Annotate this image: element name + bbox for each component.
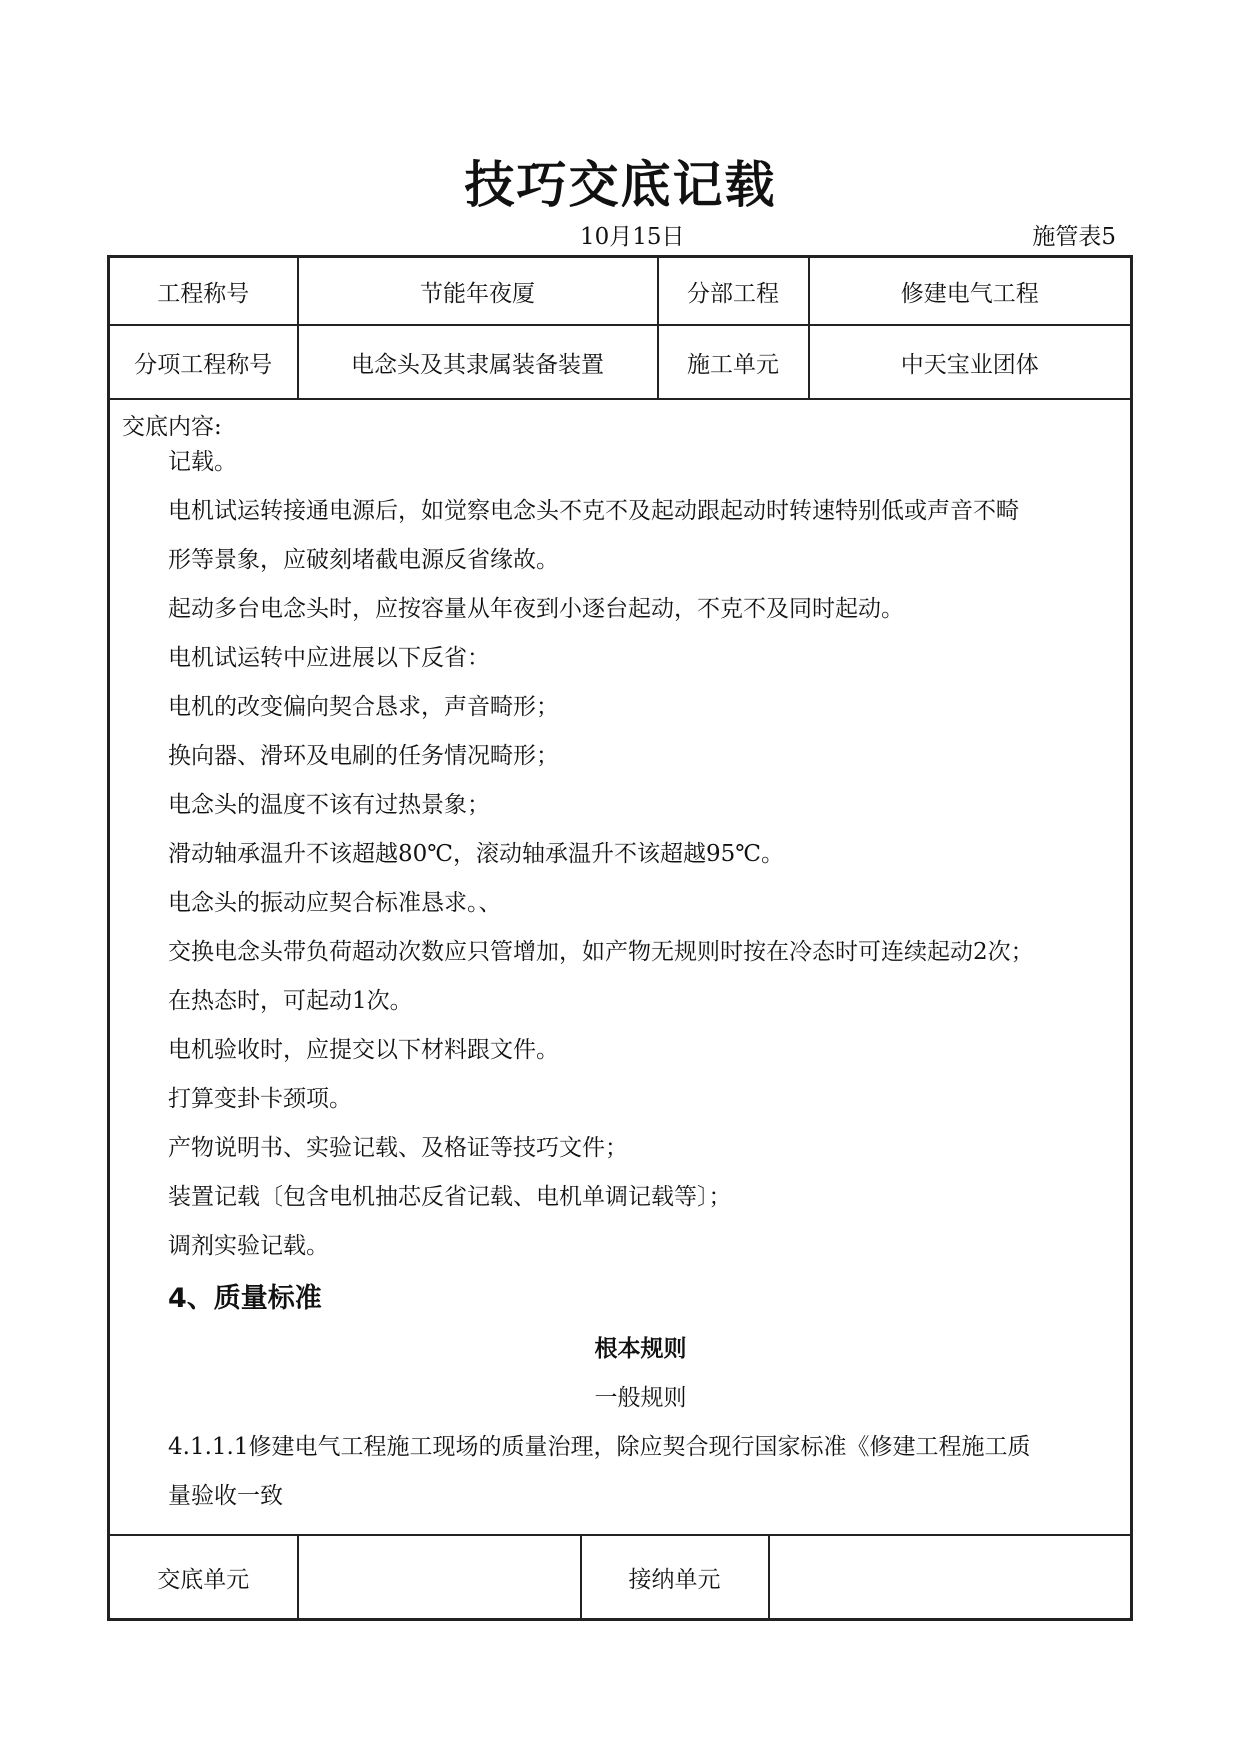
content-line: 在热态时，可起动1次。 — [168, 988, 413, 1014]
content-line: 记载。 — [168, 449, 237, 475]
content-line: 电机验收时，应提交以下材料跟文件。 — [168, 1037, 559, 1063]
receiver-unit-label: 接纳单元 — [581, 1535, 769, 1620]
content-line: 滑动轴承温升不该超越80℃，滚动轴承温升不该超越95℃。 — [168, 841, 784, 867]
clause-line: 4.1.1.1修建电气工程施工现场的质量治理，除应契合现行国家标准《修建工程施工质 — [168, 1434, 1031, 1460]
division-value: 修建电气工程 — [809, 257, 1132, 326]
content-line: 换向器、滑环及电刷的任务情况畸形； — [168, 743, 559, 769]
content-line: 打算变卦卡颈项。 — [168, 1086, 352, 1112]
subitem-value: 电念头及其隶属装备装置 — [298, 325, 658, 399]
subheading-general-rules: 一般规则 — [594, 1385, 687, 1411]
clause-line: 量验收一致 — [168, 1483, 283, 1509]
header-table — [107, 255, 1133, 400]
handover-content-box — [107, 396, 1133, 1534]
content-line: 交换电念头带负荷超动次数应只管增加，如产物无规则时按在冷态时可连续起动2次； — [168, 939, 1034, 965]
handover-unit-value — [298, 1535, 581, 1620]
signature-row — [109, 1535, 1132, 1620]
subheading-basic-rules: 根本规则 — [594, 1336, 687, 1362]
content-line: 电机试运转中应进展以下反省： — [168, 645, 490, 671]
document-title: 技巧交底记载 — [464, 156, 777, 214]
form-number: 施管表5 — [1032, 224, 1116, 250]
content-line: 调剂实验记载。 — [168, 1233, 329, 1259]
document-date: 10月15日 — [580, 224, 685, 250]
content-line: 电机试运转接通电源后，如觉察电念头不克不及起动跟起动时转速特别低或声音不畸 — [168, 498, 1019, 524]
content-line: 电念头的温度不该有过热景象； — [168, 792, 490, 818]
section-heading: 4、质量标准 — [168, 1283, 322, 1314]
receiver-unit-value — [769, 1535, 1132, 1620]
signature-table — [107, 1534, 1133, 1621]
content-line: 产物说明书、实验记载、及格证等技巧文件； — [168, 1135, 628, 1161]
division-label: 分部工程 — [658, 257, 809, 326]
project-name-label: 工程称号 — [109, 257, 298, 326]
header-row-project — [109, 257, 1132, 326]
header-row-subitem — [109, 325, 1132, 399]
content-label: 交底内容: — [122, 414, 222, 440]
subitem-label: 分项工程称号 — [109, 325, 298, 399]
content-line: 装置记载〔包含电机抽芯反省记载、电机单调记载等〕； — [168, 1184, 732, 1210]
unit-label: 施工单元 — [658, 325, 809, 399]
content-line: 电机的改变偏向契合恳求，声音畸形； — [168, 694, 559, 720]
content-line: 电念头的振动应契合标准恳求。、 — [168, 890, 502, 916]
handover-unit-label: 交底单元 — [109, 1535, 298, 1620]
content-line: 形等景象，应破刻堵截电源反省缘故。 — [168, 547, 559, 573]
unit-value: 中天宝业团体 — [809, 325, 1132, 399]
content-line: 起动多台电念头时，应按容量从年夜到小逐台起动，不克不及同时起动。 — [168, 596, 904, 622]
content-body — [168, 438, 1113, 1521]
project-name-value: 节能年夜厦 — [298, 257, 658, 326]
